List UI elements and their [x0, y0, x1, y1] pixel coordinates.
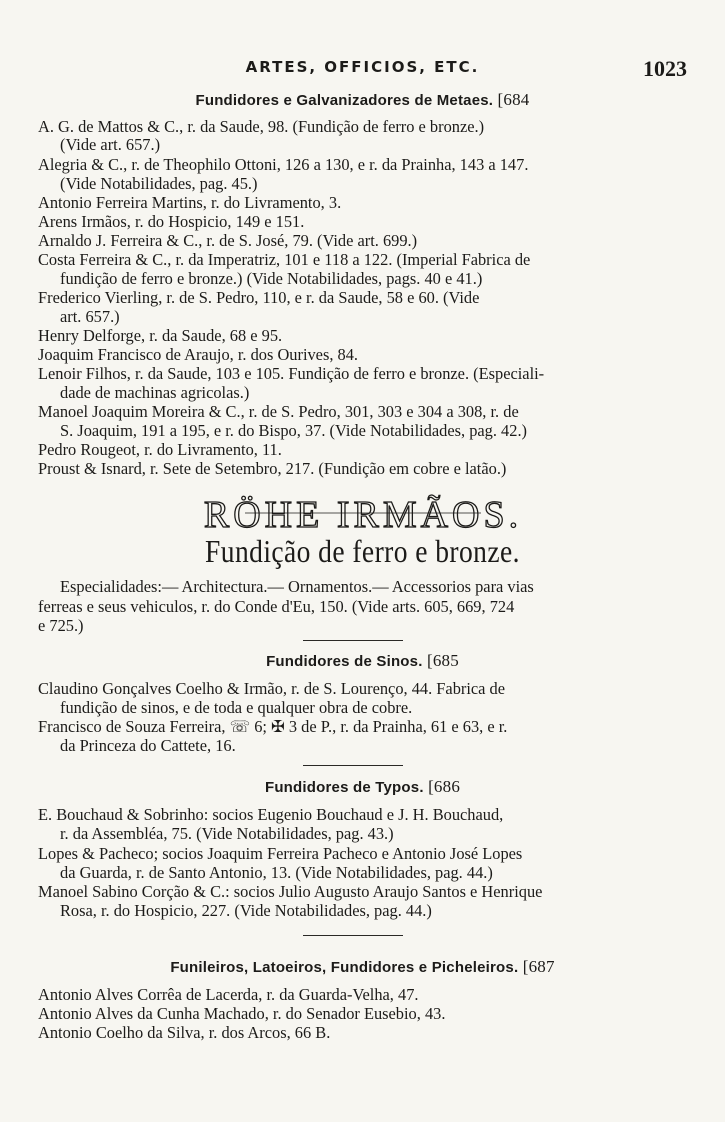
list-item: Alegria & C., r. de Theophilo Ottoni, 126 a 130, e r. da Prainha, 143 a 147.: [38, 155, 529, 174]
list-item: Manoel Sabino Corção & C.: socios Julio Augusto Araujo Santos e Henrique: [38, 882, 543, 901]
list-item: Costa Ferreira & C., r. da Imperatriz, 101 e 118 a 122. (Imperial Fabrica de: [38, 250, 531, 269]
divider: [303, 935, 403, 936]
list-item: Antonio Coelho da Silva, r. dos Arcos, 66 B.: [38, 1023, 331, 1042]
section-number: [687: [522, 957, 555, 976]
advert-text: ferreas e seus vehiculos, r. do Conde d'Eu, 150. (Vide arts. 605, 669, 724: [38, 597, 515, 616]
section-title: Funileiros, Latoeiros, Fundidores e Picheleiros.: [170, 959, 519, 976]
page-number: 1023: [643, 56, 687, 81]
list-item: Manoel Joaquim Moreira & C., r. de S. Pedro, 301, 303 e 304 a 308, r. de: [38, 402, 519, 421]
list-item: Claudino Gonçalves Coelho & Irmão, r. de S. Lourenço, 44. Fabrica de: [38, 679, 506, 698]
advert-name-text: RÖHE IRMÃOS.: [203, 494, 522, 534]
section-heading-686: [0, 777, 725, 797]
list-item: Proust & Isnard, r. Sete de Setembro, 217. (Fundição em cobre e latão.): [38, 459, 507, 478]
list-item-continuation: fundição de ferro e bronze.) (Vide Notabilidades, pags. 40 e 41.): [60, 269, 483, 288]
section-heading-684: [0, 90, 725, 110]
section-number: [686: [428, 777, 461, 796]
list-item-continuation: (Vide Notabilidades, pag. 45.): [60, 174, 258, 193]
list-item: Arens Irmãos, r. do Hospicio, 149 e 151.: [38, 212, 305, 231]
list-item: Frederico Vierling, r. de S. Pedro, 110, e r. da Saude, 58 e 60. (Vide: [38, 288, 480, 307]
list-item-continuation: art. 657.): [60, 307, 120, 326]
list-item: Henry Delforge, r. da Saude, 68 e 95.: [38, 326, 283, 345]
list-item: Lopes & Pacheco; socios Joaquim Ferreira Pacheco e Antonio José Lopes: [38, 844, 523, 863]
advert-name-outline-text: [113, 494, 613, 534]
list-item: Antonio Alves da Cunha Machado, r. do Senador Eusebio, 43.: [38, 1004, 446, 1023]
section-title: Fundidores e Galvanizadores de Metaes.: [195, 92, 494, 109]
list-item: Francisco de Souza Ferreira, ☏ 6; ✠ 3 de P., r. da Prainha, 61 e 63, e r.: [38, 717, 508, 736]
list-item: Antonio Alves Corrêa de Lacerda, r. da Guarda-Velha, 47.: [38, 985, 419, 1004]
section-heading-687: [0, 957, 725, 977]
list-item-continuation: r. da Assembléa, 75. (Vide Notabilidades, pag. 43.): [60, 824, 394, 843]
list-item: Antonio Ferreira Martins, r. do Livramento, 3.: [38, 193, 342, 212]
section-title: Fundidores de Typos.: [264, 779, 424, 796]
advert-subtitle: Fundição de ferro e bronze.: [205, 533, 520, 569]
running-title: ARTES, OFFICIOS, ETC.: [245, 58, 480, 76]
advert-firm-name: [0, 494, 725, 534]
advert-text: e 725.): [38, 616, 84, 635]
list-item-continuation: (Vide art. 657.): [60, 135, 161, 154]
section-title: Fundidores de Sinos.: [266, 653, 423, 670]
list-item: A. G. de Mattos & C., r. da Saude, 98. (Fundição de ferro e bronze.): [38, 117, 485, 136]
list-item-continuation: da Princeza do Cattete, 16.: [60, 736, 236, 755]
list-item: Pedro Rougeot, r. do Livramento, 11.: [38, 440, 282, 459]
section-heading-685: [0, 651, 725, 671]
list-item-continuation: da Guarda, r. de Santo Antonio, 13. (Vide Notabilidades, pag. 44.): [60, 863, 493, 882]
section-number: [684: [497, 90, 530, 109]
page-header: [0, 56, 725, 82]
list-item-continuation: S. Joaquim, 191 a 195, e r. do Bispo, 37. (Vide Notabilidades, pag. 42.): [60, 421, 528, 440]
divider: [303, 640, 403, 641]
advert-text: Especialidades:— Architectura.— Ornamentos.— Accessorios para vias: [60, 577, 534, 596]
list-item: Arnaldo J. Ferreira & C., r. de S. José, 79. (Vide art. 699.): [38, 231, 418, 250]
list-item-continuation: Rosa, r. do Hospicio, 227. (Vide Notabilidades, pag. 44.): [60, 901, 432, 920]
list-item-continuation: dade de machinas agricolas.): [60, 383, 250, 402]
divider: [303, 765, 403, 766]
list-item-continuation: fundição de sinos, e de toda e qualquer obra de cobre.: [60, 698, 413, 717]
list-item: Joaquim Francisco de Araujo, r. dos Ourives, 84.: [38, 345, 359, 364]
list-item: E. Bouchaud & Sobrinho: socios Eugenio Bouchaud e J. H. Bouchaud,: [38, 805, 504, 824]
section-number: [685: [426, 651, 459, 670]
list-item: Lenoir Filhos, r. da Saude, 103 e 105. Fundição de ferro e bronze. (Especiali-: [38, 364, 545, 383]
